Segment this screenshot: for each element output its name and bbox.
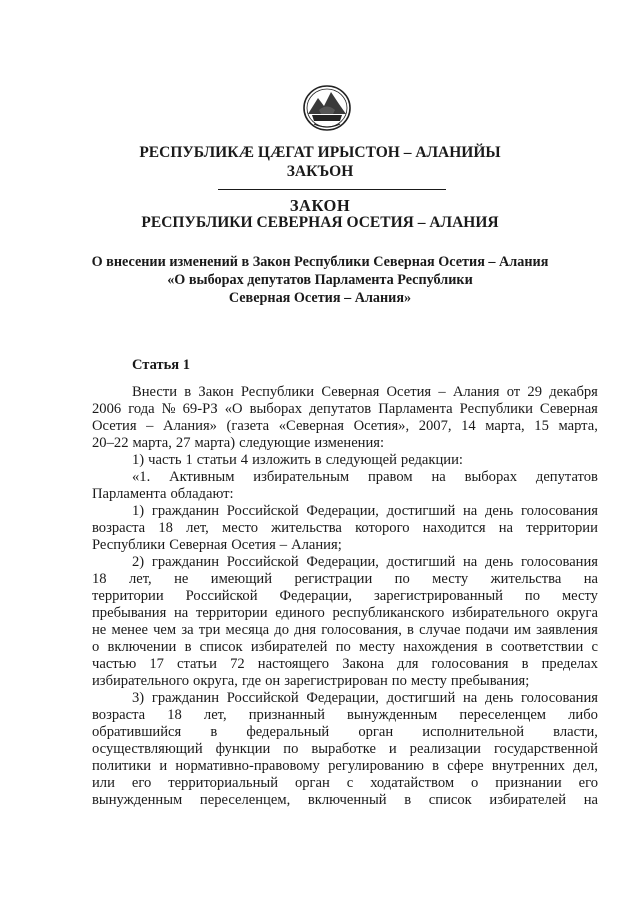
body-word: лет, xyxy=(203,707,227,723)
body-line xyxy=(92,656,598,673)
body-word: от xyxy=(506,384,521,400)
body-word: Парламента xyxy=(92,486,167,502)
body-word: пребывания xyxy=(92,605,167,621)
body-word: марта) xyxy=(194,435,236,451)
body-word: реализации xyxy=(409,741,481,757)
body-word: федеральный xyxy=(246,724,330,740)
body-word: в xyxy=(407,622,414,638)
body-word: Республики xyxy=(459,401,533,417)
body-word: признанный xyxy=(248,707,325,723)
body-word: на xyxy=(583,571,598,587)
body-word: вынужденным xyxy=(347,707,438,723)
body-word: о xyxy=(471,775,479,791)
law-label-native: ЗАКЪОН xyxy=(286,163,354,180)
body-word: список xyxy=(428,792,472,808)
body-line xyxy=(92,758,598,775)
body-word: 29 xyxy=(527,384,542,400)
body-word: день xyxy=(484,503,514,519)
body-word: достигший xyxy=(386,554,456,570)
body-word: на xyxy=(173,605,189,621)
body-word: 27 xyxy=(175,435,191,451)
body-word: заявления xyxy=(536,622,598,638)
body-word: признании xyxy=(495,775,562,791)
body-word: дел, xyxy=(573,758,598,774)
body-word: с xyxy=(591,639,598,655)
body-word: избирателей xyxy=(489,792,567,808)
body-word: следующей xyxy=(325,452,397,468)
body-word: по xyxy=(394,571,410,587)
body-word: список xyxy=(199,639,243,655)
body-word: гражданин xyxy=(151,503,220,519)
body-word: переселенцем, xyxy=(199,792,291,808)
body-word: редакции: xyxy=(400,452,463,468)
body-line xyxy=(92,520,598,537)
body-word: нахождения xyxy=(403,639,478,655)
body-word: в xyxy=(521,656,529,672)
body-word: гражданин xyxy=(151,690,220,706)
body-word: декабря xyxy=(549,384,598,400)
body-word: менее xyxy=(111,622,148,638)
body-word: ходатайством xyxy=(370,775,455,791)
body-word: месту xyxy=(359,639,396,655)
body-word: Федерации, xyxy=(306,503,379,519)
body-word: дня xyxy=(294,622,317,638)
body-word: включенный xyxy=(307,792,387,808)
body-word: Федерации, xyxy=(279,588,353,604)
body-word: голосования xyxy=(431,656,509,672)
body-word: изменения: xyxy=(314,435,385,451)
body-word: – xyxy=(279,537,288,553)
body-line xyxy=(92,503,598,520)
body-word: не xyxy=(174,571,189,587)
body-word: для xyxy=(397,656,419,672)
body-line xyxy=(92,554,598,571)
body-line xyxy=(92,724,598,741)
body-word: функции xyxy=(215,741,271,757)
body-word: 18 xyxy=(167,707,182,723)
body-line xyxy=(92,537,598,554)
body-word: – xyxy=(146,418,154,434)
body-word: на xyxy=(462,690,478,706)
body-word: его xyxy=(131,775,152,791)
body-word: за xyxy=(181,622,194,638)
body-word: где xyxy=(241,673,262,689)
body-word: возраста xyxy=(92,520,146,536)
body-word: власти, xyxy=(553,724,598,740)
body-word: депутатов xyxy=(535,469,598,485)
body-word: марта, xyxy=(485,418,525,434)
body-word: возраста xyxy=(92,707,146,723)
body-word: изложить xyxy=(252,452,311,468)
body-word: по xyxy=(335,639,351,655)
body-word: года xyxy=(128,401,155,417)
body-word: 17 xyxy=(149,656,164,672)
body-word: политики xyxy=(92,758,152,774)
body-word: им xyxy=(513,622,531,638)
body-word: лет, xyxy=(186,520,209,536)
body-word: месяца xyxy=(225,622,270,638)
body-word: 2007, xyxy=(418,418,452,434)
body-word: Осетия», xyxy=(353,418,410,434)
body-word: он xyxy=(265,673,281,689)
body-word: обладают: xyxy=(170,486,234,502)
body-word: на xyxy=(462,503,478,519)
body-word: – xyxy=(438,384,446,400)
body-line xyxy=(92,707,598,724)
body-word: Северная xyxy=(539,401,598,417)
body-word: в xyxy=(210,724,218,740)
body-word: зарегистрирован xyxy=(284,673,388,689)
body-word: внутренних xyxy=(491,758,565,774)
body-line xyxy=(92,435,598,452)
body-word: 14 xyxy=(461,418,476,434)
body-line xyxy=(92,588,598,605)
body-line xyxy=(92,792,598,809)
body-word: в xyxy=(404,792,412,808)
body-word: которого xyxy=(355,520,410,536)
body-word: регулированию xyxy=(328,758,424,774)
document-title-line-3: Северная Осетия – Алания» xyxy=(228,290,412,306)
body-word: территории xyxy=(92,588,164,604)
body-word: переселенцем xyxy=(459,707,547,723)
body-word: достигший xyxy=(386,503,456,519)
body-line xyxy=(92,741,598,758)
republic-title: РЕСПУБЛИКИ СЕВЕРНАЯ ОСЕТИЯ – АЛАНИЯ xyxy=(141,214,499,231)
body-word: жительства xyxy=(271,520,342,536)
body-line xyxy=(92,775,598,792)
body-word: на xyxy=(498,520,514,536)
body-word: осуществляющий xyxy=(92,741,203,757)
body-word: лет, xyxy=(128,571,152,587)
body-word: Осетия xyxy=(386,384,432,400)
body-word: государственной xyxy=(493,741,598,757)
body-word: Закон xyxy=(198,384,234,400)
body-word: по xyxy=(524,588,540,604)
article-heading: Статья 1 xyxy=(132,357,190,373)
body-word: марта, xyxy=(558,418,598,434)
body-word: статьи xyxy=(196,452,237,468)
body-word: «О xyxy=(224,401,243,417)
body-word: место xyxy=(221,520,258,536)
body-word: день xyxy=(484,554,514,570)
body-word: Внести xyxy=(132,384,178,400)
body-word: нормативно-правовому xyxy=(175,758,320,774)
body-line xyxy=(92,622,598,639)
body-word: и xyxy=(159,758,168,774)
body-line xyxy=(92,690,598,707)
body-line xyxy=(92,673,598,690)
body-word: день xyxy=(484,690,514,706)
body-word: Северная xyxy=(169,537,228,553)
body-word: в xyxy=(432,758,439,774)
body-word: выборах xyxy=(464,469,518,485)
body-word: территории xyxy=(195,605,268,621)
body-word: 2) xyxy=(132,554,145,570)
body-word: статьи xyxy=(177,656,217,672)
body-word: три xyxy=(198,622,221,638)
body-word: по xyxy=(391,673,407,689)
body-word: находится xyxy=(422,520,486,536)
body-line xyxy=(92,418,598,435)
body-word: избирательным xyxy=(253,469,350,485)
body-word: частью xyxy=(92,656,137,672)
body-word: вынужденным xyxy=(92,792,183,808)
body-line xyxy=(92,486,598,503)
body-word: регистрации xyxy=(294,571,373,587)
body-word: достигший xyxy=(386,690,456,706)
body-word: месту xyxy=(561,588,598,604)
body-word: его xyxy=(578,775,598,791)
body-word: Российской xyxy=(226,554,299,570)
body-word: Российской xyxy=(226,690,299,706)
document-title-line-1: О внесении изменений в Закон Республики Северная Осетия – Алания xyxy=(91,254,549,270)
body-word: на xyxy=(462,554,478,570)
body-word: избирательного xyxy=(92,673,190,689)
body-word: часть xyxy=(148,452,182,468)
body-word: Алания xyxy=(452,384,500,400)
body-word: № xyxy=(161,401,176,417)
body-word: округа, xyxy=(193,673,238,689)
body-word: в xyxy=(314,452,322,468)
body-word: жительства xyxy=(490,571,562,587)
body-word: имеющий xyxy=(210,571,273,587)
body-word: «Северная xyxy=(278,418,345,434)
body-word: исполнительной xyxy=(422,724,525,740)
body-word: правом xyxy=(367,469,413,485)
body-word: зарегистрированный xyxy=(373,588,503,604)
body-word: 2006 xyxy=(92,401,122,417)
body-word: Республики xyxy=(92,537,166,553)
body-word: орган xyxy=(358,724,394,740)
body-word: 72 xyxy=(230,656,245,672)
body-word: Осетия xyxy=(92,418,137,434)
body-word: орган xyxy=(294,775,330,791)
body-word: подачи xyxy=(465,622,509,638)
body-word: 3) xyxy=(132,690,145,706)
body-word: территориальный xyxy=(168,775,279,791)
body-word: обратившийся xyxy=(92,724,182,740)
body-word: о xyxy=(92,639,100,655)
article-body xyxy=(92,384,598,809)
body-word: и xyxy=(388,741,397,757)
law-label: ЗАКОН xyxy=(289,196,351,215)
body-word: голосования xyxy=(521,690,598,706)
body-word: выработке xyxy=(311,741,376,757)
body-word: в xyxy=(184,384,192,400)
body-word: голосования, xyxy=(321,622,402,638)
body-line xyxy=(92,605,598,622)
body-word: соответствии xyxy=(500,639,584,655)
body-word: месту xyxy=(410,673,447,689)
body-word: настоящего xyxy=(257,656,330,672)
body-word: не xyxy=(92,622,107,638)
header-divider xyxy=(218,189,446,190)
body-word: марта, xyxy=(132,435,172,451)
body-line xyxy=(92,384,598,401)
body-word: пределах xyxy=(541,656,598,672)
body-word: до xyxy=(274,622,289,638)
body-word: Алания; xyxy=(291,537,342,553)
body-word: включении xyxy=(107,639,177,655)
body-word: в xyxy=(184,639,192,655)
body-word: 1) xyxy=(132,503,145,519)
body-word: по xyxy=(283,741,299,757)
body-word: голосования xyxy=(521,503,598,519)
body-word: Парламента xyxy=(378,401,453,417)
coat-of-arms-icon xyxy=(302,84,352,132)
body-word: «1. xyxy=(132,469,151,485)
body-word: на xyxy=(583,792,598,808)
republic-title-native: РЕСПУБЛИКӔ ЦӔГАТ ИРЫСТОН – АЛАНИЙЫ xyxy=(139,144,501,161)
body-word: избирательного xyxy=(452,605,550,621)
body-word: избирателей xyxy=(250,639,328,655)
body-word: случае xyxy=(419,622,461,638)
body-word: чем xyxy=(153,622,177,638)
body-word: месту xyxy=(432,571,469,587)
body-word: депутатов xyxy=(309,401,372,417)
body-word: Алания» xyxy=(163,418,217,434)
body-word: Активным xyxy=(169,469,235,485)
body-word: 18 xyxy=(92,571,107,587)
body-word: в xyxy=(485,639,493,655)
body-word: Федерации, xyxy=(306,554,379,570)
body-word: 15 xyxy=(534,418,549,434)
body-word: Российской xyxy=(185,588,258,604)
body-word: гражданин xyxy=(151,554,220,570)
body-word: либо xyxy=(568,707,598,723)
body-word: сфере xyxy=(447,758,484,774)
body-line xyxy=(92,401,598,418)
body-line xyxy=(92,639,598,656)
document-title-line-2: «О выборах депутатов Парламента Республики xyxy=(167,272,473,288)
body-word: следующие xyxy=(239,435,311,451)
body-word: с xyxy=(346,775,354,791)
body-word: Закона xyxy=(342,656,384,672)
body-word: на xyxy=(431,469,446,485)
body-word: Северная xyxy=(321,384,380,400)
body-word: (газета xyxy=(226,418,270,434)
body-word: 20–22 xyxy=(92,435,129,451)
body-word: 1 xyxy=(185,452,193,468)
body-word: Республики xyxy=(240,384,315,400)
body-word: 69-РЗ xyxy=(182,401,218,417)
body-word: Осетия xyxy=(231,537,276,553)
body-word: республиканского xyxy=(332,605,445,621)
body-line xyxy=(92,571,598,588)
body-word: территории xyxy=(526,520,598,536)
body-word: 18 xyxy=(158,520,173,536)
body-word: Российской xyxy=(226,503,299,519)
body-word: округа xyxy=(556,605,598,621)
body-word: выборах xyxy=(249,401,303,417)
body-word: или xyxy=(92,775,115,791)
body-word: единого xyxy=(275,605,325,621)
body-word: 4 xyxy=(240,452,249,468)
body-line xyxy=(92,452,598,469)
body-word: 1) xyxy=(132,452,145,468)
body-line xyxy=(92,469,598,486)
body-word: пребывания; xyxy=(450,673,530,689)
body-word: голосования xyxy=(521,554,598,570)
body-word: Федерации, xyxy=(306,690,379,706)
